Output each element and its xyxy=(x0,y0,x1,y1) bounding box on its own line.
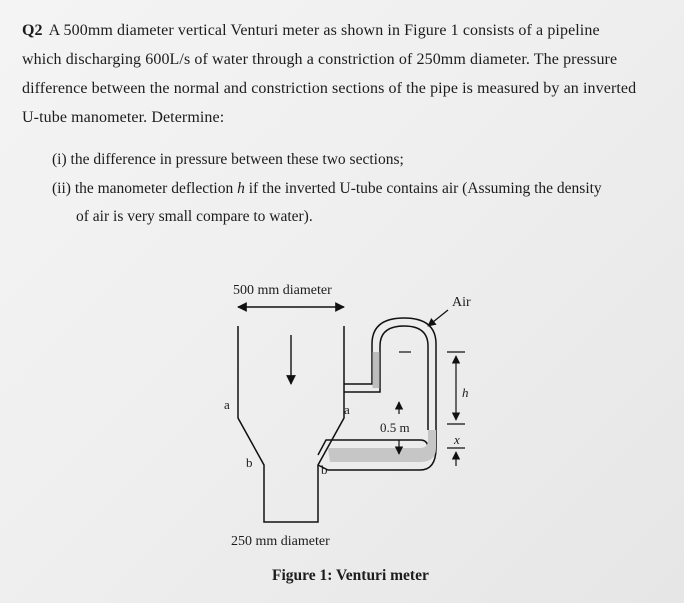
section-a-right-label: a xyxy=(344,402,350,417)
question-line-4: U-tube manometer. Determine: xyxy=(22,109,225,126)
question-text-1: A 500mm diameter vertical Venturi meter as shown in Figure 1 consists of a pipeline xyxy=(48,22,600,39)
top-diameter-label: 500 mm diameter xyxy=(233,283,332,298)
item-ii-marker: (ii) xyxy=(52,180,71,197)
item-ii-text-before: the manometer deflection xyxy=(74,180,234,197)
item-ii-line-2: of air is very small compare to water). xyxy=(76,208,313,225)
section-b-left-label: b xyxy=(246,455,253,470)
item-ii-var: h xyxy=(237,180,245,197)
section-b-right-label: b xyxy=(321,462,328,477)
liquid-left-leg xyxy=(373,352,380,388)
figure-caption: Figure 1: Venturi meter xyxy=(272,567,429,584)
h-label: h xyxy=(462,385,469,400)
section-a-left-label: a xyxy=(224,397,230,412)
distance-label: 0.5 m xyxy=(380,420,410,435)
air-pointer xyxy=(428,310,448,326)
question-number: Q2 xyxy=(22,22,43,39)
bottom-diameter-label: 250 mm diameter xyxy=(231,534,330,549)
question-line-2: which discharging 600L/s of water through a constriction of 250mm diameter. The pressure xyxy=(22,51,618,68)
x-label: x xyxy=(454,432,460,447)
air-label: Air xyxy=(452,295,471,310)
manometer-tube-inner xyxy=(344,326,428,430)
item-i-marker: (i) xyxy=(52,151,67,168)
item-ii-text-after: if the inverted U-tube contains air (Assuming the density xyxy=(248,180,602,197)
question-line-3: difference between the normal and constriction sections of the pipe is measured by an inverted xyxy=(22,80,637,97)
item-i-text: the difference in pressure between these two sections; xyxy=(70,151,404,168)
